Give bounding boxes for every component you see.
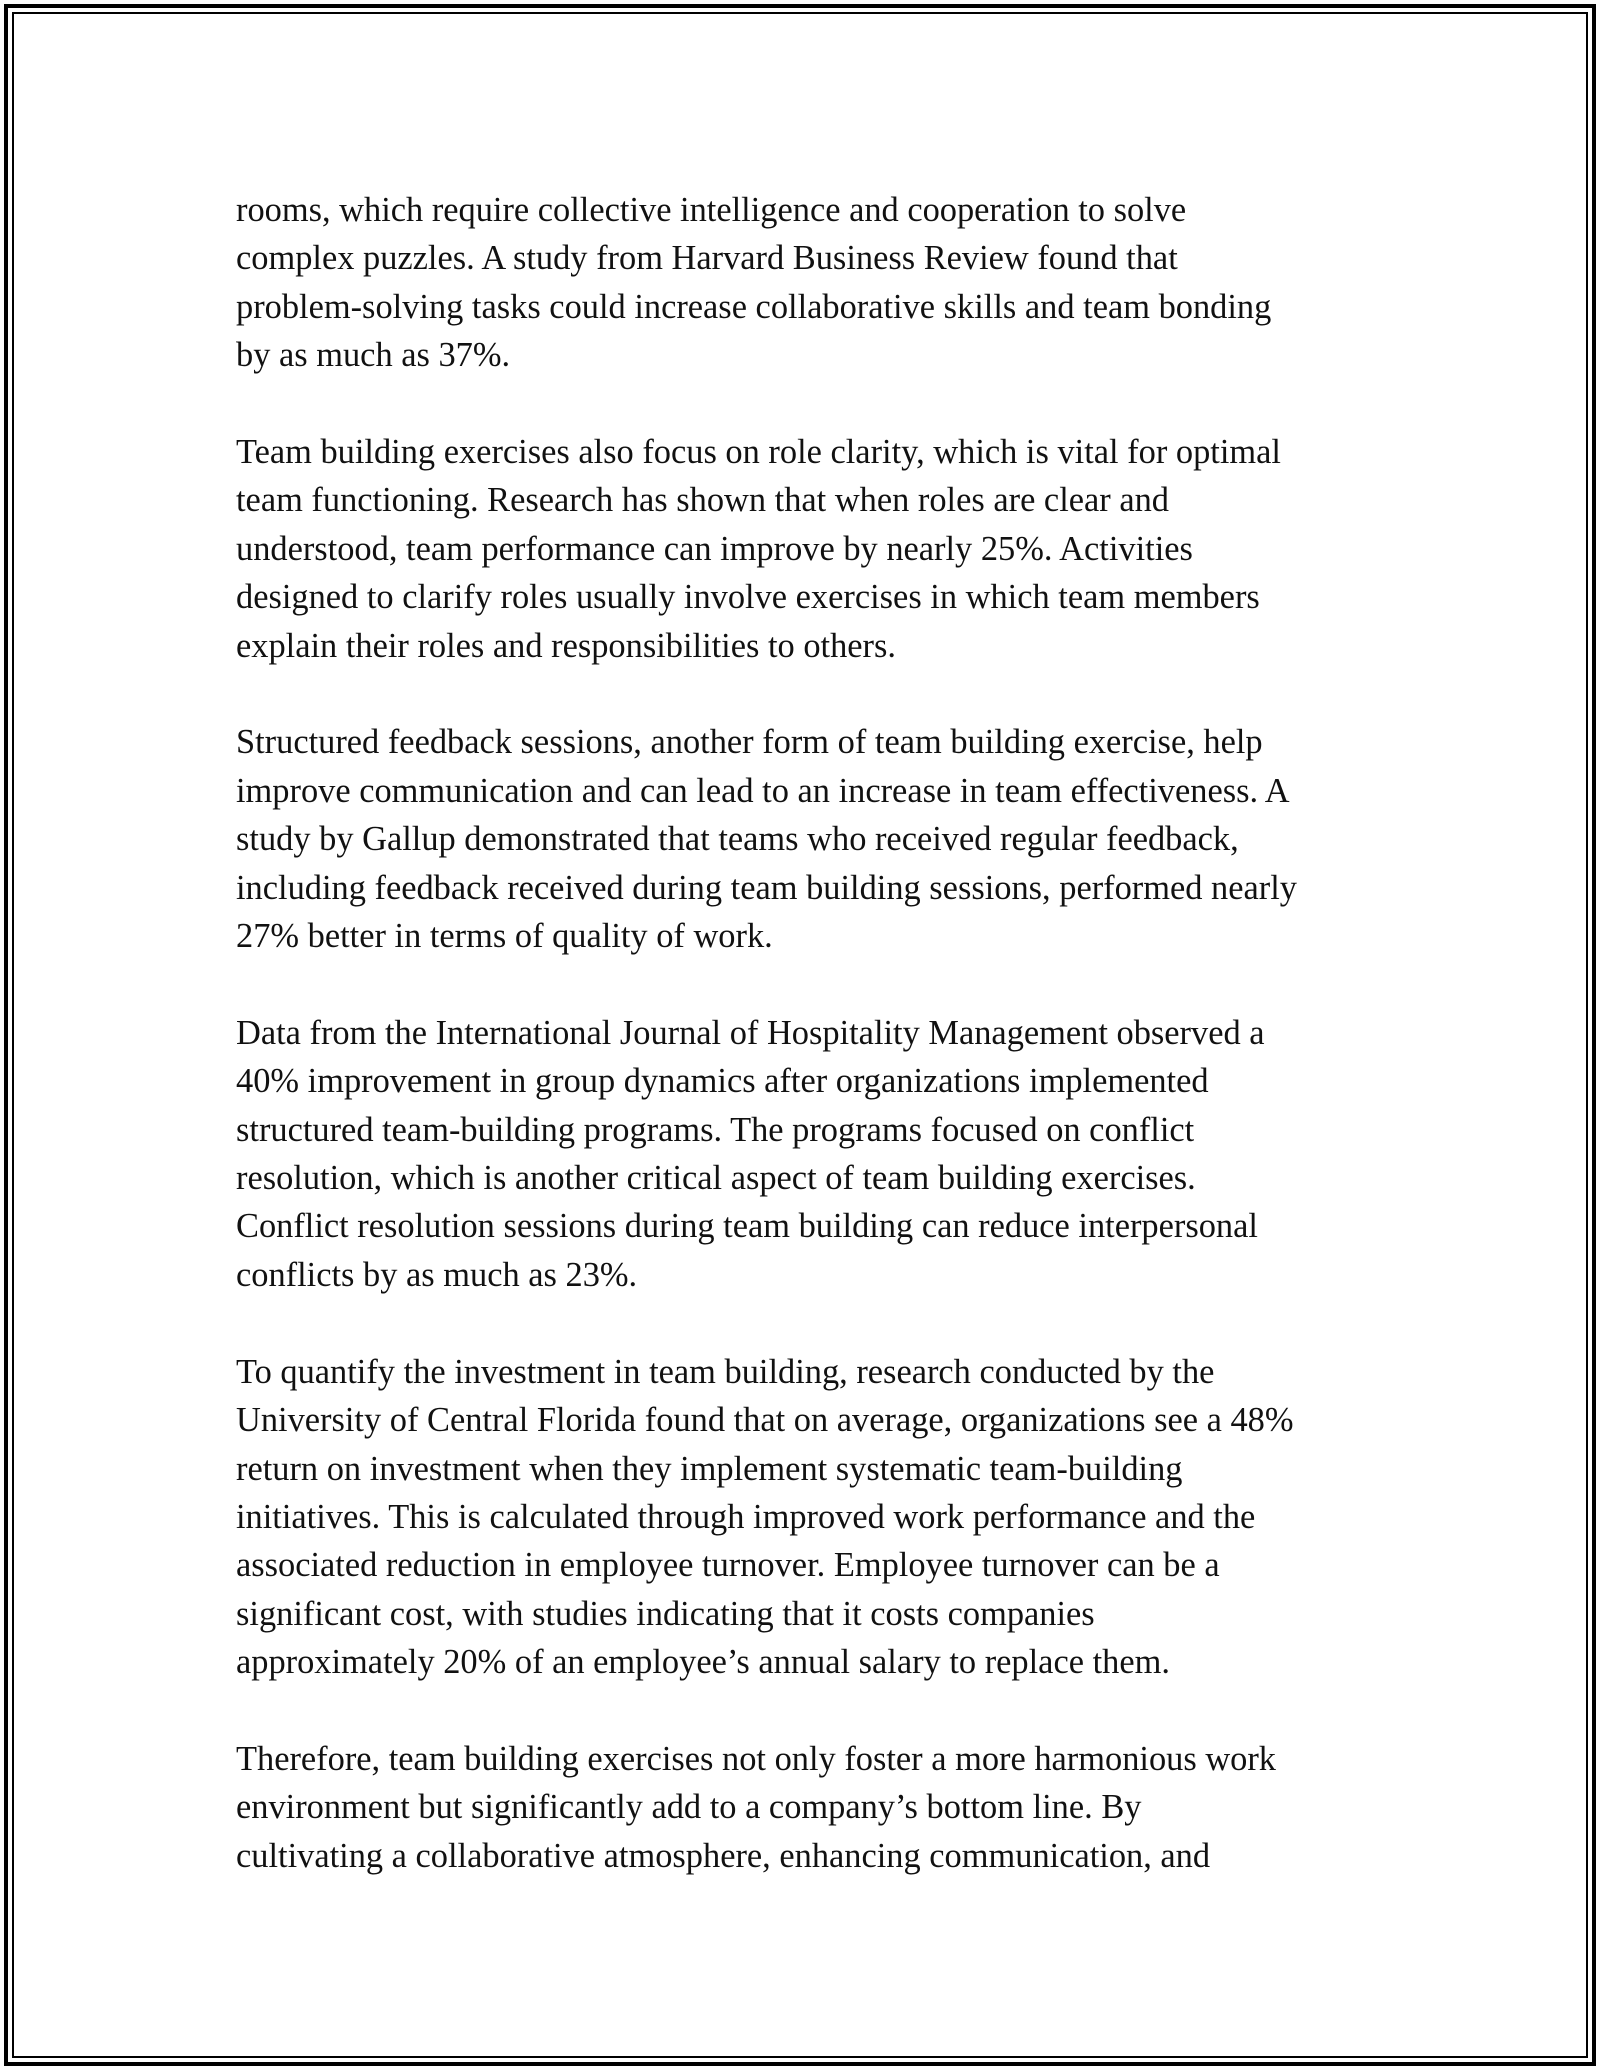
paragraph-conflict-resolution	[236, 1009, 1386, 1299]
text-line: complex puzzles. A study from Harvard Business Review found that	[236, 239, 1178, 278]
paragraph-role-clarity	[236, 428, 1386, 670]
text-line: designed to clarify roles usually involve exercises in which team members	[236, 578, 1260, 617]
text-line: 27% better in terms of quality of work.	[236, 917, 773, 956]
text-line: understood, team performance can improve by nearly 25%. Activities	[236, 529, 1193, 568]
text-line: improve communication and can lead to an increase in team effectiveness. A	[236, 771, 1290, 810]
text-line: by as much as 37%.	[236, 336, 511, 375]
paragraph-escape-rooms	[236, 186, 1386, 380]
document-body	[236, 186, 1386, 1929]
text-line: team functioning. Research has shown that when roles are clear and	[236, 481, 1169, 520]
text-line: environment but significantly add to a company’s bottom line. By	[236, 1788, 1142, 1827]
text-line: initiatives. This is calculated through improved work performance and the	[236, 1497, 1256, 1536]
paragraph-conclusion	[236, 1735, 1386, 1880]
text-line: resolution, which is another critical aspect of team building exercises.	[236, 1159, 1196, 1198]
text-line: explain their roles and responsibilities to others.	[236, 626, 896, 665]
text-line: associated reduction in employee turnover. Employee turnover can be a	[236, 1546, 1220, 1585]
text-line: approximately 20% of an employee’s annual salary to replace them.	[236, 1643, 1170, 1682]
text-line: cultivating a collaborative atmosphere, enhancing communication, and	[236, 1836, 1211, 1875]
text-line: rooms, which require collective intelligence and cooperation to solve	[236, 191, 1187, 229]
text-line: conflicts by as much as 23%.	[236, 1255, 638, 1294]
text-line: Team building exercises also focus on role clarity, which is vital for optimal	[236, 433, 1281, 472]
paragraph-feedback-sessions	[236, 718, 1386, 960]
text-line: study by Gallup demonstrated that teams who received regular feedback,	[236, 820, 1239, 859]
paragraph-investment	[236, 1348, 1386, 1687]
text-line: including feedback received during team building sessions, performed nearly	[236, 868, 1297, 907]
text-line: structured team-building programs. The programs focused on conflict	[236, 1110, 1195, 1149]
text-line: problem-solving tasks could increase collaborative skills and team bonding	[236, 287, 1272, 326]
text-line: Data from the International Journal of Hospitality Management observed a	[236, 1013, 1265, 1052]
text-line: significant cost, with studies indicating that it costs companies	[236, 1594, 1095, 1633]
text-line: Therefore, team building exercises not only foster a more harmonious work	[236, 1739, 1276, 1778]
text-line: University of Central Florida found that on average, organizations see a 48%	[236, 1401, 1294, 1440]
text-line: Structured feedback sessions, another form of team building exercise, help	[236, 723, 1263, 762]
text-line: Conflict resolution sessions during team building can reduce interpersonal	[236, 1207, 1258, 1246]
text-line: 40% improvement in group dynamics after organizations implemented	[236, 1062, 1209, 1101]
text-line: return on investment when they implement systematic team-building	[236, 1449, 1183, 1488]
text-line: To quantify the investment in team building, research conducted by the	[236, 1352, 1215, 1391]
